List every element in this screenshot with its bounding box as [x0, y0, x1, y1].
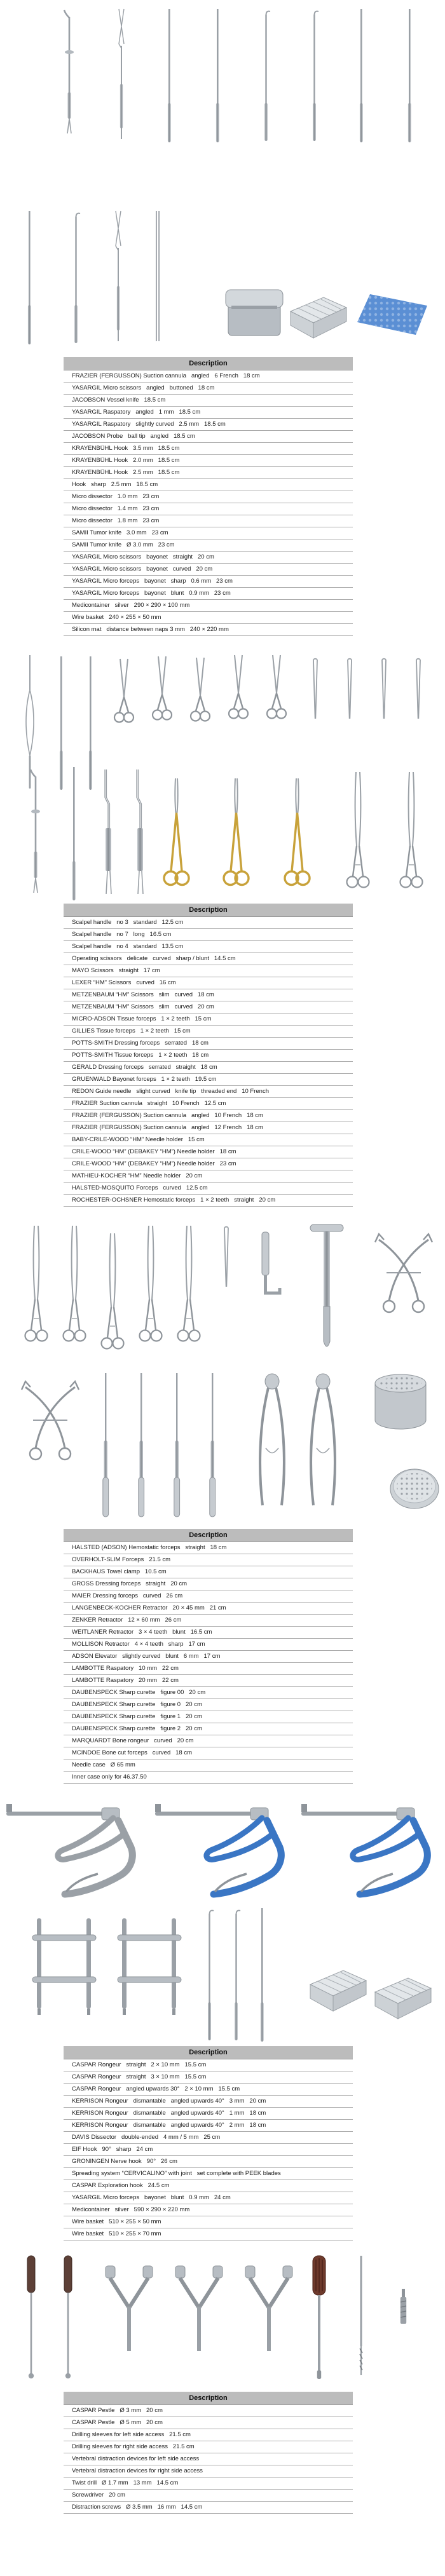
scalpel-handle-icon — [60, 656, 63, 790]
cervicalino-spreader-icon — [32, 1918, 96, 2015]
guide-needle-icon — [72, 767, 76, 900]
table-row: CASPAR Rongeur angled upwards 30° 2 × 10 mm 15.5 cm — [64, 2084, 353, 2096]
caspar-rongeur-icon — [6, 1804, 132, 1894]
exploration-hook-icon — [208, 1911, 214, 2040]
bone-rongeur-icon — [260, 1374, 284, 1505]
description-table-3 — [64, 1529, 353, 1784]
table-row: KERRISON Rongeur dismantable angled upwards 40° 2 mm 18 cm — [64, 2120, 353, 2132]
table-row: SAMII Tumor knife 3.0 mm 23 cm — [64, 527, 353, 539]
suction-cannula-icon — [64, 10, 74, 133]
table-header: Description — [64, 2392, 353, 2405]
table-body — [64, 370, 353, 636]
table-row: HALSTED-MOSQUITO Forceps curved 12.5 cm — [64, 1183, 353, 1195]
table-row: Medicontainer silver 590 × 290 × 220 mm — [64, 2204, 353, 2216]
table-row: Medicontainer silver 290 × 290 × 100 mm — [64, 600, 353, 612]
table-row: Scalpel handle no 4 standard 13.5 cm — [64, 941, 353, 953]
needle-case-icon — [375, 1374, 426, 1429]
table-row: KRAYENBÜHL Hook 3.5 mm 18.5 cm — [64, 443, 353, 455]
table-row: Wire basket 510 × 255 × 50 mm — [64, 2216, 353, 2228]
micro-scissors-icon — [119, 9, 124, 139]
bone-cut-forceps-icon — [311, 1374, 335, 1505]
dissector-rod-icon — [408, 9, 411, 142]
table-row: CASPAR Rongeur straight 3 × 10 mm 15.5 cm — [64, 2071, 353, 2084]
adson-elevator-icon — [103, 1373, 109, 1517]
catalog-section-1 — [0, 0, 445, 636]
table-row: Vertebral distraction devices for left side access — [64, 2453, 353, 2465]
instrument-illustration-group-2 — [0, 636, 445, 904]
table-row: FRAZIER (FERGUSSON) Suction cannula angled 12 French 18 cm — [64, 1122, 353, 1134]
dissector-rod-icon — [28, 211, 31, 344]
table-row: Silicon mat distance between naps 3 mm 240 × 220 mm — [64, 624, 353, 636]
table-row: BABY-CRILE-WOOD “HM” Needle holder 15 cm — [64, 1134, 353, 1146]
zenker-retractor-icon — [310, 1224, 343, 1346]
table-row: KRAYENBÜHL Hook 2.0 mm 18.5 cm — [64, 455, 353, 467]
silicon-mat-icon — [357, 294, 427, 335]
table-row: FRAZIER (FERGUSSON) Suction cannula angled 6 French 18 cm — [64, 370, 353, 383]
weitlaner-retractor-icon — [375, 1234, 432, 1312]
catalog-section-4 — [0, 1784, 445, 2240]
needle-holder-gold-icon — [224, 778, 249, 885]
table-header: Description — [64, 357, 353, 370]
table-body — [64, 2405, 353, 2514]
kerrison-rongeur-icon — [155, 1804, 281, 1894]
table-row: GRONINGEN Nerve hook 90° 26 cm — [64, 2156, 353, 2168]
table-row: BACKHAUS Towel clamp 10.5 cm — [64, 1566, 353, 1578]
table-row: HALSTED (ADSON) Hemostatic forceps straight 18 cm — [64, 1542, 353, 1554]
lambotte-raspatory-icon — [139, 1373, 144, 1517]
table-row: Scalpel handle no 7 long 16.5 cm — [64, 929, 353, 941]
table-row: CRILE-WOOD “HM” (DEBAKEY “HM”) Needle holder 23 cm — [64, 1158, 353, 1170]
dressing-forceps-icon — [382, 659, 386, 719]
probe-rod-icon — [264, 11, 270, 141]
catalog-section-5 — [0, 2240, 445, 2514]
bayonet-forceps-icon — [137, 769, 143, 894]
metzenbaum-scissors-icon — [229, 655, 248, 719]
table-row: YASARGIL Micro scissors bayonet curved 20 cm — [64, 564, 353, 576]
table-row: ROCHESTER-OCHSNER Hemostatic forceps 1 × 2 teeth straight 20 cm — [64, 1195, 353, 1207]
table-row: DAUBENSPECK Sharp curette figure 00 20 cm — [64, 1687, 353, 1699]
table-row: FRAZIER Suction cannula straight 10 French 12.5 cm — [64, 1098, 353, 1110]
caspar-pestle-icon — [64, 2256, 72, 2378]
table-row: MAYO Scissors straight 17 cm — [64, 965, 353, 977]
metzenbaum-scissors-icon — [267, 655, 286, 719]
towel-clamp-icon — [102, 1233, 124, 1349]
table-row: EIF Hook 90° sharp 24 cm — [64, 2144, 353, 2156]
langenbeck-retractor-icon — [262, 1232, 280, 1293]
table-row: YASARGIL Raspatory slightly curved 2.5 mm 18.5 cm — [64, 419, 353, 431]
distraction-screw-icon — [400, 2289, 406, 2324]
hemostatic-forceps-icon — [25, 1226, 48, 1341]
mayo-scissors-icon — [153, 656, 172, 720]
needle-holder-gold-icon — [164, 778, 189, 885]
table-row: ZENKER Retractor 12 × 60 mm 26 cm — [64, 1615, 353, 1627]
description-table-2 — [64, 904, 353, 1207]
table-header: Description — [64, 1529, 353, 1542]
distraction-device-icon — [106, 2266, 153, 2351]
bayonet-forceps-icon — [156, 211, 160, 341]
table-row: CASPAR Pestle Ø 5 mm 20 cm — [64, 2417, 353, 2429]
table-row: Hook sharp 2.5 mm 18.5 cm — [64, 479, 353, 491]
tumor-knife-icon — [74, 214, 80, 343]
table-row: Drilling sleeves for left side access 21.5 cm — [64, 2429, 353, 2441]
instrument-illustration-group-5 — [0, 2240, 445, 2392]
dressing-forceps-icon — [416, 659, 420, 719]
table-row: MARQUARDT Bone rongeur curved 20 cm — [64, 1735, 353, 1747]
distraction-device-icon — [245, 2266, 292, 2351]
table-row: Spreading system “CERVICALINO” with joint set complete with PEEK blades — [64, 2168, 353, 2180]
tissue-forceps-icon — [348, 659, 352, 719]
catalog-section-3 — [0, 1207, 445, 1784]
table-row: ADSON Elevator slightly curved blunt 6 mm 17 cm — [64, 1651, 353, 1663]
lexer-scissors-icon — [191, 658, 210, 721]
dressing-forceps-icon — [140, 1226, 162, 1341]
table-row: DAUBENSPECK Sharp curette figure 0 20 cm — [64, 1699, 353, 1711]
description-table-1 — [64, 357, 353, 636]
table-row: MCINDOE Bone cut forceps curved 18 cm — [64, 1747, 353, 1759]
davis-dissector-icon — [261, 1908, 264, 2042]
table-row: Operating scissors delicate curved sharp / blunt 14.5 cm — [64, 953, 353, 965]
table-body — [64, 2059, 353, 2240]
table-row: YASARGIL Micro forceps bayonet sharp 0.6 mm 23 cm — [64, 576, 353, 588]
wire-basket-icon — [375, 1978, 431, 2019]
lambotte-raspatory-icon — [174, 1373, 180, 1517]
screwdriver-icon — [313, 2256, 325, 2379]
nerve-hook-icon — [235, 1911, 240, 2040]
needle-holder-gold-icon — [285, 778, 310, 885]
mollison-retractor-icon — [22, 1381, 79, 1460]
raspatory-rod-icon — [216, 9, 219, 142]
hook-rod-icon — [313, 11, 318, 141]
table-row: FRAZIER (FERGUSSON) Suction cannula angled 10 French 18 cm — [64, 1110, 353, 1122]
table-row: Needle case Ø 65 mm — [64, 1759, 353, 1772]
dissector-rod-icon — [360, 9, 363, 142]
table-row: MICRO-ADSON Tissue forceps 1 × 2 teeth 15 cm — [64, 1013, 353, 1026]
table-row: Micro dissector 1.4 mm 23 cm — [64, 503, 353, 515]
table-row: METZENBAUM “HM” Scissors slim curved 20 cm — [64, 1001, 353, 1013]
table-row: KRAYENBÜHL Hook 2.5 mm 18.5 cm — [64, 467, 353, 479]
bayonet-forceps-icon — [105, 769, 111, 894]
table-row: KERRISON Rongeur dismantable angled upwards 40° 1 mm 18 cm — [64, 2108, 353, 2120]
raspatory-rod-icon — [168, 9, 171, 142]
table-row: MAIER Dressing forceps curved 26 cm — [64, 1590, 353, 1603]
table-row: YASARGIL Micro forceps bayonet blunt 0.9 mm 23 cm — [64, 588, 353, 600]
table-row: OVERHOLT-SLIM Forceps 21.5 cm — [64, 1554, 353, 1566]
table-row: YASARGIL Raspatory angled 1 mm 18.5 cm — [64, 407, 353, 419]
table-row: DAUBENSPECK Sharp curette figure 2 20 cm — [64, 1723, 353, 1735]
table-body — [64, 917, 353, 1207]
table-row: Micro dissector 1.8 mm 23 cm — [64, 515, 353, 527]
bayonet-scissors-icon — [116, 211, 121, 341]
table-row: WEITLANER Retractor 3 × 4 teeth blunt 16.5 cm — [64, 1627, 353, 1639]
instrument-illustration-group-4 — [0, 1784, 445, 2046]
sharp-curette-icon — [210, 1373, 216, 1517]
scalpel-handle-icon — [26, 655, 34, 789]
table-row: Wire basket 240 × 255 × 50 mm — [64, 612, 353, 624]
table-row: Scalpel handle no 3 standard 12.5 cm — [64, 917, 353, 929]
table-row: Micro dissector 1.0 mm 23 cm — [64, 491, 353, 503]
table-row: Wire basket 510 × 255 × 70 mm — [64, 2228, 353, 2240]
table-row: JACOBSON Probe ball tip angled 18.5 cm — [64, 431, 353, 443]
description-table-4 — [64, 2046, 353, 2240]
table-row: MOLLISON Retractor 4 × 4 teeth sharp 17 cm — [64, 1639, 353, 1651]
wire-basket-icon — [291, 297, 346, 338]
medicontainer-icon — [226, 290, 283, 336]
kerrison-rongeur-icon — [301, 1804, 427, 1894]
cervicalino-spreader-icon — [118, 1918, 181, 2015]
table-row: GRUENWALD Bayonet forceps 1 × 2 teeth 19.5 cm — [64, 1074, 353, 1086]
table-header: Description — [64, 904, 353, 917]
table-row: CASPAR Pestle Ø 3 mm 20 cm — [64, 2405, 353, 2417]
table-row: SAMII Tumor knife Ø 3.0 mm 23 cm — [64, 539, 353, 552]
table-row: POTTS-SMITH Dressing forceps serrated 18 cm — [64, 1038, 353, 1050]
table-row: Distraction screws Ø 3.5 mm 16 mm 14.5 cm — [64, 2502, 353, 2514]
table-body — [64, 1542, 353, 1784]
hemostatic-forceps-icon — [400, 772, 423, 888]
caspar-pestle-icon — [27, 2256, 35, 2378]
suction-cannula-icon — [31, 769, 40, 893]
table-row: Vertebral distraction devices for right side access — [64, 2465, 353, 2478]
table-row: CRILE-WOOD “HM” (DEBAKEY “HM”) Needle holder 18 cm — [64, 1146, 353, 1158]
table-row: JACOBSON Vessel knife 18.5 cm — [64, 395, 353, 407]
table-row: Drilling sleeves for right side access 21.5 cm — [64, 2441, 353, 2453]
table-row: Twist drill Ø 1.7 mm 13 mm 14.5 cm — [64, 2478, 353, 2490]
wire-basket-icon — [310, 1970, 366, 2011]
twist-drill-icon — [360, 2256, 362, 2375]
table-row: Inner case only for 46.37.50 — [64, 1772, 353, 1784]
table-row: CASPAR Rongeur straight 2 × 10 mm 15.5 cm — [64, 2059, 353, 2071]
table-row: GERALD Dressing forceps serrated straight 18 cm — [64, 1062, 353, 1074]
table-row: DAUBENSPECK Sharp curette figure 1 20 cm — [64, 1711, 353, 1723]
operating-scissors-icon — [114, 659, 134, 722]
instrument-illustration-group-1 — [0, 0, 445, 357]
instrument-illustration-group-3 — [0, 1207, 445, 1529]
scalpel-handle-icon — [89, 656, 92, 790]
table-row: YASARGIL Micro scissors angled buttoned 18 cm — [64, 383, 353, 395]
table-row: GROSS Dressing forceps straight 20 cm — [64, 1578, 353, 1590]
table-row: LAMBOTTE Raspatory 10 mm 22 cm — [64, 1663, 353, 1675]
tissue-forceps-icon — [313, 659, 317, 719]
distraction-device-icon — [175, 2266, 222, 2351]
table-row: CASPAR Exploration hook 24.5 cm — [64, 2180, 353, 2192]
catalog-section-2 — [0, 636, 445, 1207]
table-row: REDON Guide needle slight curved knife tip threaded end 10 French — [64, 1086, 353, 1098]
table-row: MATHIEU-KOCHER “HM” Needle holder 20 cm — [64, 1170, 353, 1183]
dressing-forceps-icon — [178, 1226, 200, 1341]
gross-forceps-icon — [224, 1227, 228, 1287]
table-row: Screwdriver 20 cm — [64, 2490, 353, 2502]
table-row: LANGENBECK-KOCHER Retractor 20 × 45 mm 21 cm — [64, 1603, 353, 1615]
table-row: KERRISON Rongeur dismantable angled upwards 40° 3 mm 20 cm — [64, 2096, 353, 2108]
table-row: YASARGIL Micro scissors bayonet straight 20 cm — [64, 552, 353, 564]
table-row: GILLIES Tissue forceps 1 × 2 teeth 15 cm — [64, 1026, 353, 1038]
table-row: POTTS-SMITH Tissue forceps 1 × 2 teeth 18 cm — [64, 1050, 353, 1062]
overholt-forceps-icon — [64, 1226, 86, 1341]
table-header: Description — [64, 2046, 353, 2059]
perforated-lid-icon — [390, 1469, 439, 1508]
description-table-5 — [64, 2392, 353, 2514]
table-row: DAVIS Dissector double-ended 4 mm / 5 mm 25 cm — [64, 2132, 353, 2144]
table-row: YASARGIL Micro forceps bayonet blunt 0.9 mm 24 cm — [64, 2192, 353, 2204]
table-row: LAMBOTTE Raspatory 20 mm 22 cm — [64, 1675, 353, 1687]
table-row: LEXER “HM” Scissors curved 16 cm — [64, 977, 353, 989]
mosquito-forceps-icon — [347, 772, 369, 888]
table-row: METZENBAUM “HM” Scissors slim curved 18 cm — [64, 989, 353, 1001]
